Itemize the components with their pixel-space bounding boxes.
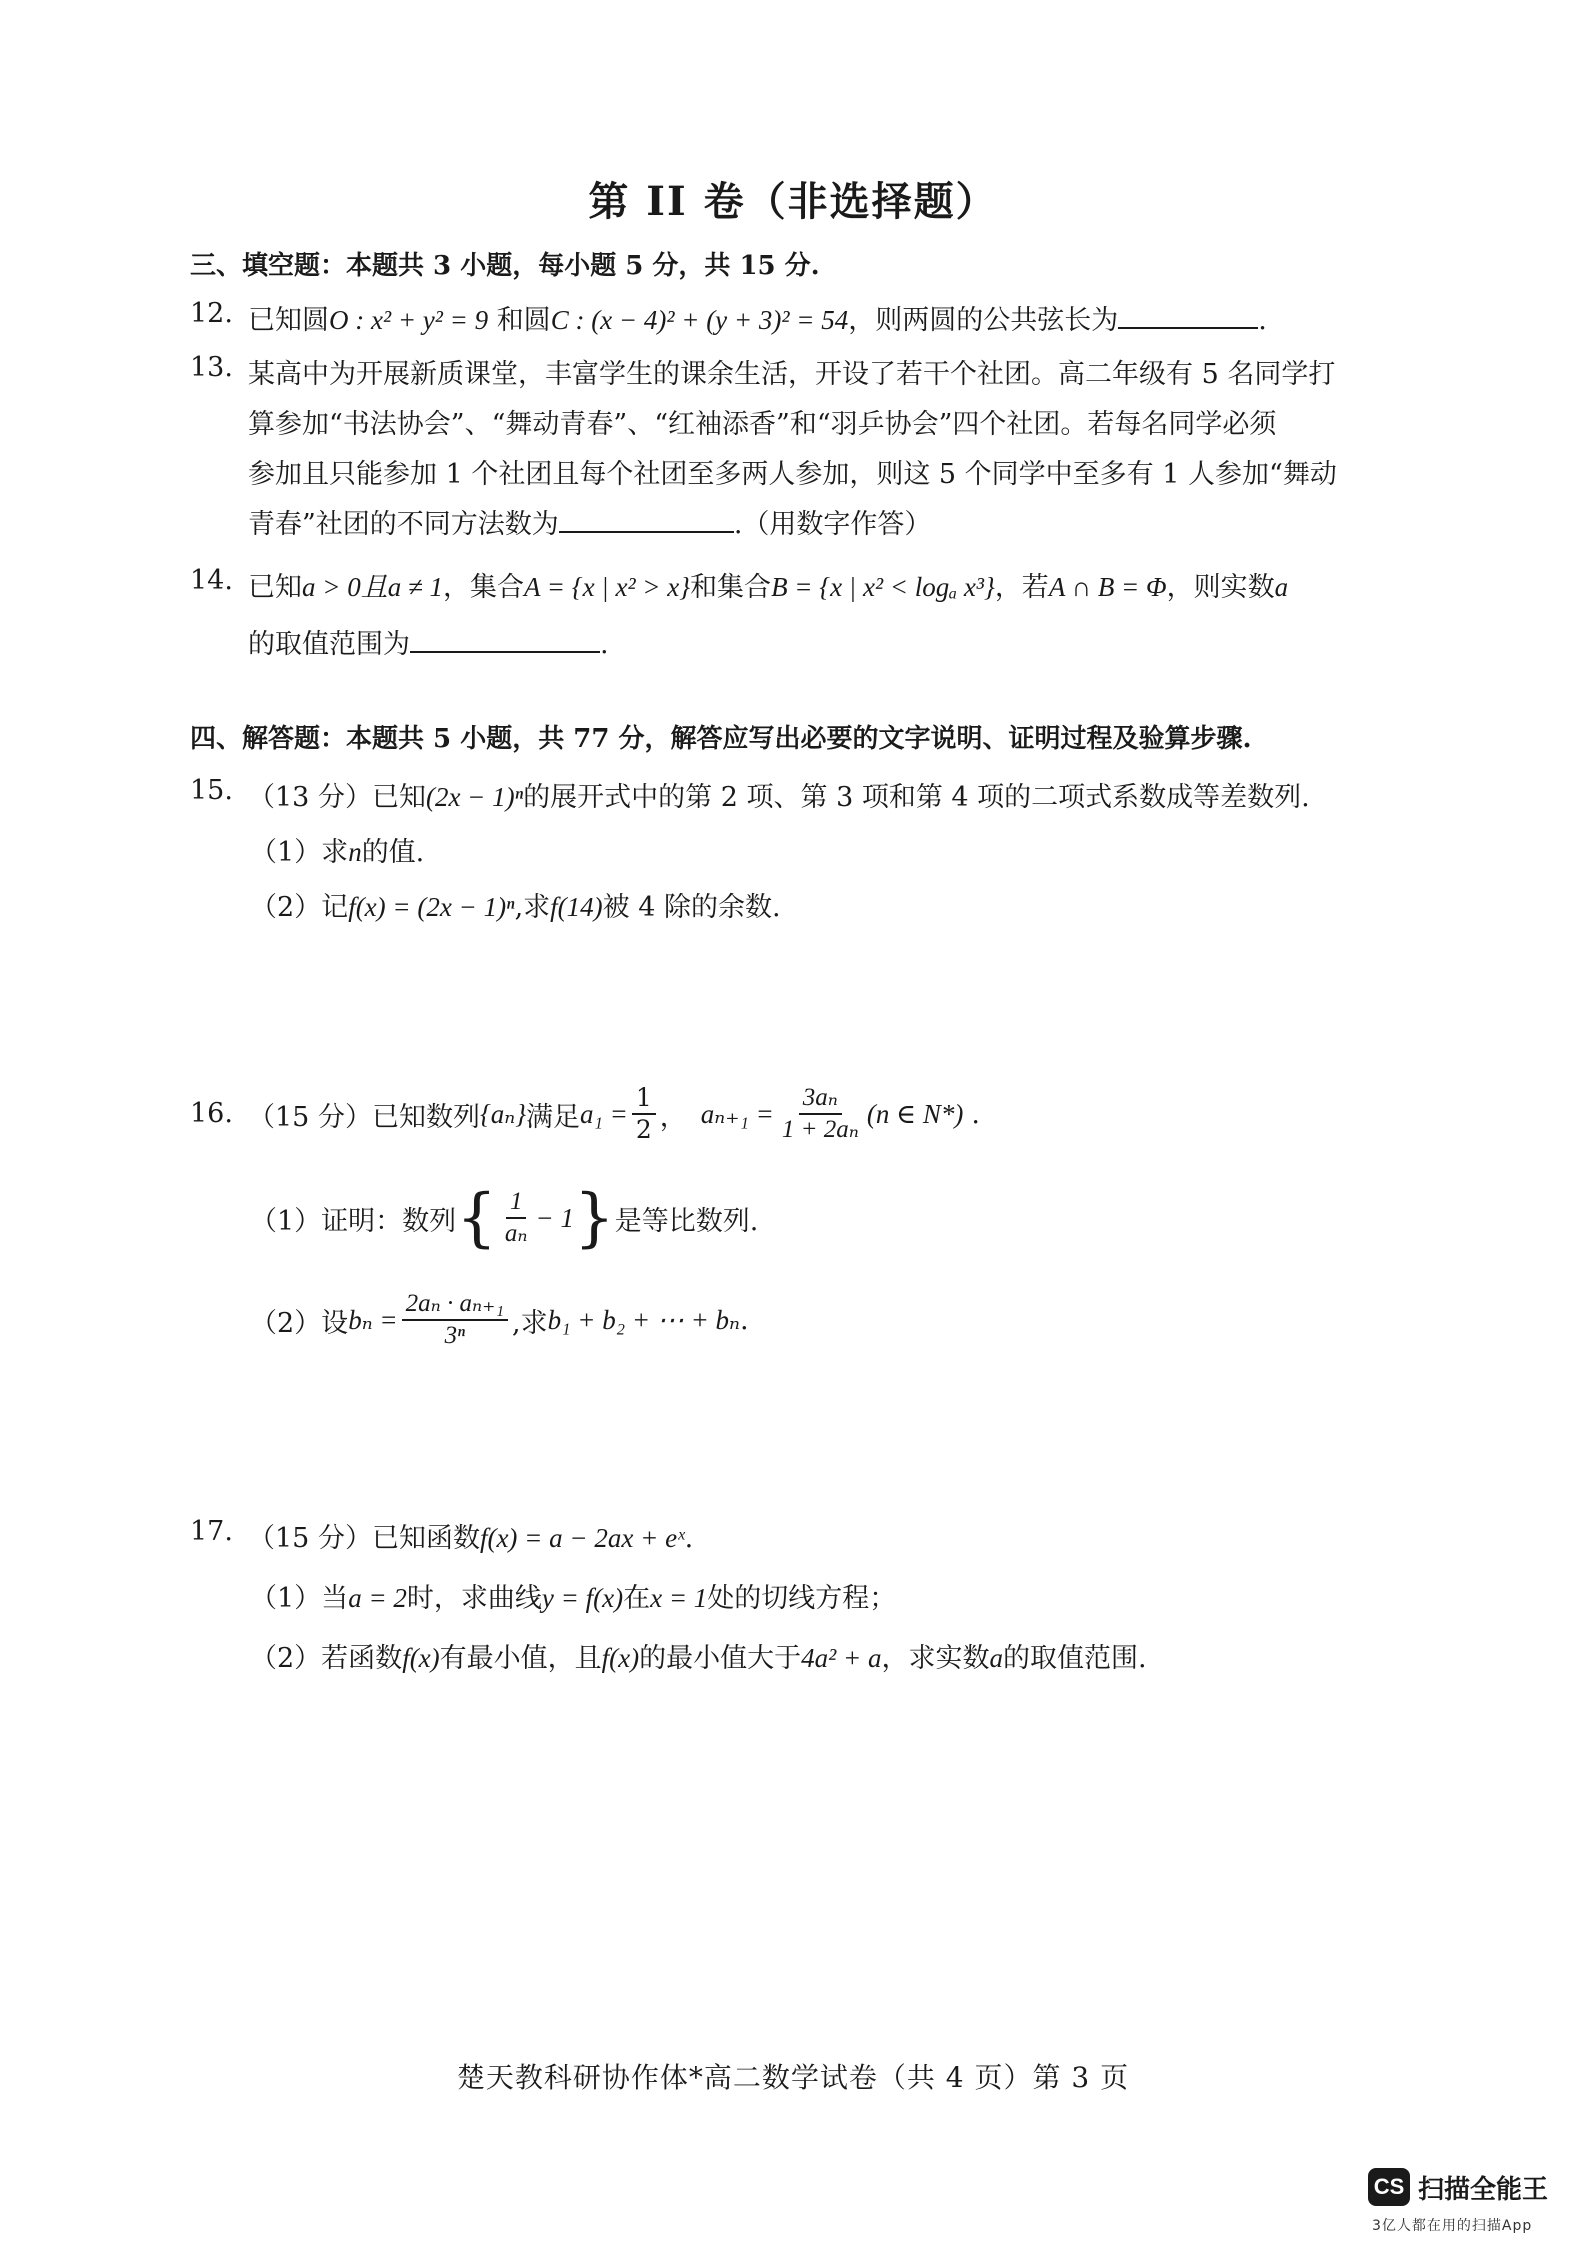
q12-text-pre: 已知圆 bbox=[248, 305, 329, 336]
q12-text-mid: 和圆 bbox=[496, 305, 551, 336]
question-number: 12. bbox=[190, 298, 233, 329]
q12-circle-o: O : x² + y² = 9 bbox=[329, 305, 489, 335]
q16-p2-fraction bbox=[402, 1289, 508, 1351]
question-number: 15. bbox=[190, 775, 233, 806]
question-number: 17. bbox=[190, 1516, 233, 1547]
fraction-numerator: 1 bbox=[632, 1083, 656, 1115]
q17-part-1 bbox=[250, 1576, 896, 1615]
q16-p1-tail: − 1 bbox=[535, 1202, 575, 1233]
q14-condition: a > 0且a ≠ 1 bbox=[302, 572, 444, 602]
q16-p2-sum: b₁ + b₂ + ⋯ + bₙ bbox=[547, 1304, 740, 1335]
q15-expression: (2x − 1)ⁿ bbox=[425, 782, 524, 812]
q17-points: （15 分）已知函数 bbox=[248, 1523, 480, 1554]
q15-part-1 bbox=[250, 830, 424, 869]
section-4-heading: 四、解答题：本题共 5 小题，共 77 分，解答应写出必要的文字说明、证明过程及验算步骤. bbox=[190, 724, 1252, 754]
q15-p2-expr: f(x) = (2x − 1)ⁿ bbox=[348, 892, 515, 922]
fraction-denominator: aₙ bbox=[504, 1220, 528, 1247]
answer-blank bbox=[559, 507, 734, 533]
q14-variable: a bbox=[1274, 572, 1289, 602]
q14-text: ，若 bbox=[994, 572, 1049, 603]
q17-p1-x: x = 1 bbox=[650, 1583, 708, 1613]
q16-a1-fraction bbox=[632, 1083, 656, 1145]
q14-end: . bbox=[600, 629, 609, 660]
q15-part-2 bbox=[250, 885, 781, 924]
question-number: 14. bbox=[190, 565, 233, 596]
q16-a1: a₁ = bbox=[580, 1098, 628, 1129]
q14-line-2: 的取值范围为 bbox=[248, 629, 410, 660]
q15-p2-text: （2）记 bbox=[250, 892, 349, 923]
q17-p1-text: （1）当 bbox=[250, 1583, 349, 1614]
left-brace: { bbox=[456, 1181, 497, 1255]
q16-recurrence: aₙ₊₁ = bbox=[700, 1098, 774, 1129]
q15-p1-text: （1）求 bbox=[250, 837, 349, 868]
q16-p2-b: bₙ = bbox=[348, 1304, 398, 1335]
q17-part-2 bbox=[250, 1636, 1147, 1675]
q16-part-1 bbox=[250, 1172, 758, 1264]
q14-set-b: B = {x | x² < logₐ x³} bbox=[771, 572, 995, 602]
question-number: 13. bbox=[190, 352, 233, 383]
page-title: 第 II 卷（非选择题） bbox=[588, 178, 998, 225]
q15-p2-expr2: f(14) bbox=[550, 892, 603, 922]
q17-p2-f2: f(x) bbox=[601, 1643, 640, 1673]
q17-p2-text: 的最小值大于 bbox=[639, 1643, 802, 1674]
q16-text: 满足 bbox=[526, 1101, 580, 1133]
fraction-numerator: 1 bbox=[506, 1187, 527, 1219]
q13-line-4-post: .（用数字作答） bbox=[733, 509, 932, 540]
q14-intersection: A ∩ B = Φ bbox=[1048, 572, 1167, 602]
q14-text: 和集合 bbox=[690, 572, 772, 603]
q16-p2-mid: ,求 bbox=[512, 1307, 548, 1339]
fraction-numerator: 2aₙ · aₙ₊₁ bbox=[402, 1289, 508, 1321]
q13-line-3: 参加且只能参加 1 个社团且每个社团至多两人参加，则这 5 个同学中至多有 1 人参加“舞动 bbox=[248, 459, 1337, 490]
q17-p2-text: （2）若函数 bbox=[250, 1643, 403, 1674]
q15-p1-post: 的值. bbox=[361, 837, 425, 868]
fraction-numerator: 3aₙ bbox=[799, 1083, 842, 1115]
q16-condition: (n ∈ N*) bbox=[866, 1098, 964, 1129]
question-number: 16. bbox=[190, 1098, 233, 1129]
q15-points: （13 分）已知 bbox=[248, 782, 426, 813]
q14-text: ，则实数 bbox=[1166, 572, 1275, 603]
scanner-tagline: 3亿人都在用的扫描App bbox=[1372, 2218, 1533, 2234]
q17-p1-curve: y = f(x) bbox=[541, 1583, 624, 1613]
q17-p2-expr: 4a² + a bbox=[801, 1643, 882, 1673]
q14-text: 已知 bbox=[248, 572, 302, 603]
fraction-denominator: 2 bbox=[635, 1115, 652, 1144]
q17-p1-text: 时，求曲线 bbox=[406, 1583, 542, 1614]
q16-points: （15 分）已知数列 bbox=[248, 1101, 480, 1133]
q14-set-a: A = {x | x² > x} bbox=[524, 572, 691, 602]
q13-line-1: 某高中为开展新质课堂，丰富学生的课余生活，开设了若干个社团。高二年级有 5 名同学打 bbox=[248, 359, 1336, 390]
q15-text: 的展开式中的第 2 项、第 3 项和第 4 项的二项式系数成等差数列. bbox=[523, 782, 1310, 813]
q17-function: f(x) = a − 2ax + eˣ bbox=[479, 1523, 685, 1553]
q16-p1-text: （1）证明：数列 bbox=[250, 1205, 457, 1237]
scanner-brand-name: 扫描全能王 bbox=[1418, 2174, 1549, 2205]
q15-p2-post: 被 4 除的余数. bbox=[602, 892, 781, 923]
q17-p2-text: 有最小值，且 bbox=[439, 1643, 602, 1674]
answer-blank bbox=[410, 627, 600, 653]
q16-sequence: {aₙ} bbox=[479, 1098, 526, 1129]
scanner-watermark bbox=[1368, 2168, 1548, 2206]
q13-line-4: 青春”社团的不同方法数为 bbox=[248, 509, 559, 540]
q17-p2-var: a bbox=[989, 1643, 1003, 1673]
q16-p2-end: . bbox=[739, 1304, 749, 1336]
q16-p1-fraction bbox=[501, 1187, 532, 1249]
q15-p1-var: n bbox=[348, 837, 362, 867]
q17-p2-text: ，求实数 bbox=[881, 1643, 990, 1674]
answer-blank bbox=[1118, 303, 1258, 329]
fraction-denominator: 3ⁿ bbox=[444, 1322, 465, 1349]
q17-end: . bbox=[684, 1523, 694, 1554]
section-3-heading: 三、填空题：本题共 3 小题，每小题 5 分，共 15 分. bbox=[190, 251, 820, 281]
page-footer: 楚天教科研协作体*高二数学试卷（共 4 页）第 3 页 bbox=[456, 2061, 1130, 2094]
camscanner-logo-icon: CS bbox=[1368, 2168, 1410, 2206]
q12-end: . bbox=[1258, 305, 1267, 336]
q13-line-2: 算参加“书法协会”、“舞动青春”、“红袖添香”和“羽乒协会”四个社团。若每名同学必须 bbox=[248, 409, 1277, 440]
q12-circle-c: C : (x − 4)² + (y + 3)² = 54 bbox=[550, 305, 849, 335]
q16-part-2 bbox=[250, 1278, 749, 1362]
q16-p1-post: 是等比数列. bbox=[614, 1205, 759, 1237]
q17-p1-a: a = 2 bbox=[348, 1583, 407, 1613]
q17-p2-post: 的取值范围. bbox=[1002, 1643, 1147, 1674]
q16-end: . bbox=[971, 1098, 980, 1130]
q17-p1-post: 处的切线方程； bbox=[707, 1583, 897, 1614]
q16-recurrence-fraction bbox=[778, 1083, 863, 1145]
q15-p2-mid: ,求 bbox=[514, 892, 551, 923]
q17-p1-text: 在 bbox=[623, 1583, 651, 1614]
q17-p2-f: f(x) bbox=[402, 1643, 440, 1673]
q12-text-post: ，则两圆的公共弦长为 bbox=[848, 305, 1119, 336]
q14-text: ，集合 bbox=[443, 572, 525, 603]
q16-comma: ， bbox=[659, 1101, 687, 1133]
q16-p2-text: （2）设 bbox=[250, 1307, 349, 1339]
fraction-denominator: 1 + 2aₙ bbox=[781, 1116, 859, 1143]
right-brace: } bbox=[574, 1181, 615, 1255]
